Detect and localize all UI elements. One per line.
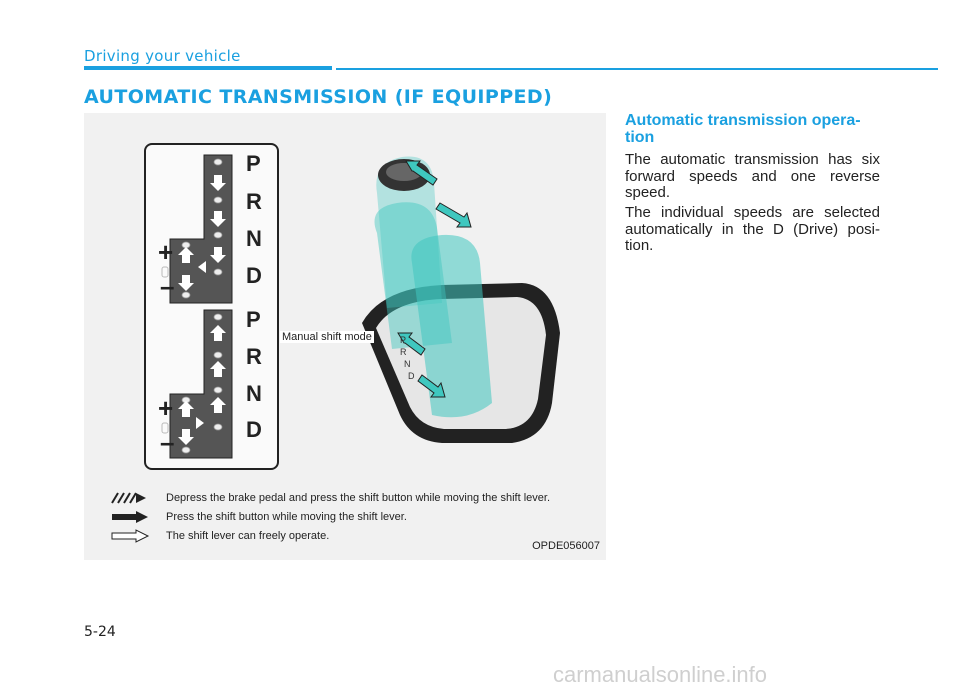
watermark: carmanualsonline.info bbox=[553, 662, 768, 687]
gear-label-n: N bbox=[246, 226, 262, 251]
minus-label-lower: – bbox=[160, 427, 175, 457]
gear-label-d-lower: D bbox=[246, 417, 262, 442]
svg-text:P: P bbox=[400, 335, 407, 345]
gear-label-p-lower: P bbox=[246, 307, 261, 332]
gear-label-r: R bbox=[246, 189, 262, 214]
plus-label-lower: + bbox=[158, 393, 174, 423]
content-paragraph: The automatic transmission has six forward speeds and one reverse speed. bbox=[625, 151, 880, 201]
legend-row bbox=[108, 510, 407, 524]
header-rule-thin bbox=[336, 68, 938, 70]
page-number: 5-24 bbox=[84, 624, 116, 640]
svg-text:D: D bbox=[408, 371, 415, 381]
gear-label-p: P bbox=[246, 151, 261, 176]
solid-arrow-icon bbox=[108, 510, 152, 524]
svg-text:N: N bbox=[404, 359, 411, 369]
shift-pattern-box bbox=[144, 143, 279, 470]
content-title: Automatic transmission opera-tion bbox=[625, 112, 861, 146]
header-section-label: Driving your vehicle bbox=[84, 47, 241, 65]
minus-label: – bbox=[160, 271, 175, 301]
arrow-down-right-icon bbox=[436, 203, 471, 227]
figure-code: OPDE056007 bbox=[532, 540, 600, 552]
manual-shift-callout: Manual shift mode bbox=[282, 331, 372, 343]
gear-label-n-lower: N bbox=[246, 381, 262, 406]
svg-text:R: R bbox=[400, 347, 407, 357]
gear-label-d: D bbox=[246, 263, 262, 288]
legend-row bbox=[108, 529, 329, 543]
gear-label-r-lower: R bbox=[246, 344, 262, 369]
legend-text: Press the shift button while moving the shift lever. bbox=[166, 511, 407, 523]
shift-lever-illustration bbox=[292, 153, 592, 473]
legend-row bbox=[108, 491, 550, 505]
outline-arrow-icon bbox=[108, 529, 152, 543]
section-title: AUTOMATIC TRANSMISSION (IF EQUIPPED) bbox=[84, 86, 553, 108]
legend-text: The shift lever can freely operate. bbox=[166, 530, 330, 542]
hatched-arrow-icon bbox=[108, 491, 152, 505]
header-rule-thick bbox=[84, 66, 332, 70]
content-paragraph: The individual speeds are selected automatically in the D (Drive) posi-tion. bbox=[625, 204, 880, 254]
legend-text: Depress the brake pedal and press the shift button while moving the shift lever. bbox=[166, 492, 550, 504]
figure-panel bbox=[84, 113, 606, 560]
plus-label: + bbox=[158, 237, 174, 267]
